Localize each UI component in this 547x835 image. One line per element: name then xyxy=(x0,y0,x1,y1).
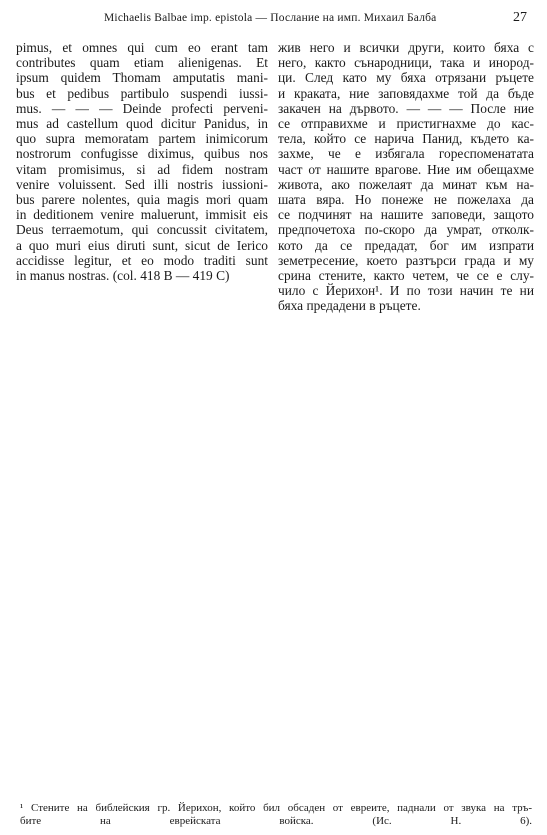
bulgarian-line: част от нашите врагове. Ние им обещахме xyxy=(278,161,534,177)
bulgarian-line: живота, ако пожелаят да минат към на- xyxy=(278,176,534,192)
footnote-line: ¹ Стените на библейския гр. Йерихон, който бил обсаден от евреите, паднали от звука на тръ- xyxy=(20,802,532,814)
latin-line: in manus nostras. (col. 418 B — 419 C) xyxy=(16,268,230,284)
latin-line: ipsum quidem Thomam amputatis mani- xyxy=(16,70,268,86)
latin-line: in deditionem venire maluerunt, immisit eis xyxy=(16,207,268,223)
bulgarian-line: се подчинят на нашите заповеди, защото xyxy=(278,207,534,223)
bulgarian-line: предпочетоха по-скоро да умрат, отколк- xyxy=(278,222,534,238)
bulgarian-column xyxy=(278,40,534,314)
footnote xyxy=(20,802,532,828)
latin-line: nostrorum confugisse diximus, quibus nos xyxy=(16,146,268,162)
latin-line: a quo muri eius diruti sunt, sicut de Ierico xyxy=(16,237,268,253)
latin-line: pimus, et omnes qui cum eo erant tam xyxy=(16,40,268,55)
bulgarian-line: закачен на дървото. — — — После ние xyxy=(278,100,534,116)
running-head: Michaelis Balbae imp. epistola — Послание на имп. Михаил Балба xyxy=(104,12,437,24)
bulgarian-line: бяха предадени в ръцете. xyxy=(278,298,421,314)
latin-line: accidisse legitur, et eo modo traditi sunt xyxy=(16,252,268,268)
page-number: 27 xyxy=(513,10,527,25)
bulgarian-line: земетресение, което разтърси града и му xyxy=(278,252,534,268)
bulgarian-line: тела, който се нарича Панид, където ка- xyxy=(278,131,534,147)
bulgarian-line: него, както сънародници, така и инород- xyxy=(278,55,534,71)
latin-line: quo supra memoratam partem inimicorum xyxy=(16,131,268,147)
latin-line: venire voluissent. Sed illi nostris iussioni- xyxy=(16,176,268,192)
page-header xyxy=(0,12,547,32)
bulgarian-line: се отправихме и пристигнахме до кас- xyxy=(278,116,534,132)
bulgarian-line: ци. След като му бяха отрязани ръцете xyxy=(278,70,534,86)
latin-line: mus ad castellum quod dicitur Panidus, in xyxy=(16,116,268,132)
bulgarian-line: жив него и всички други, които бяха с xyxy=(278,40,534,55)
latin-line: vitam promisimus, si ad fidem nostram xyxy=(16,161,268,177)
latin-column xyxy=(16,40,268,283)
latin-line: mus. — — — Deinde profecti perveni- xyxy=(16,100,268,116)
latin-line: bus parere nolentes, quia magis mori quam xyxy=(16,192,268,208)
latin-line: Deus terraemotum, qui concussit civitatem, xyxy=(16,222,268,238)
bulgarian-line: шата вяра. Но понеже не пожелаха да xyxy=(278,192,534,208)
latin-line: bus et pedibus partibulo suspendi iussi- xyxy=(16,85,268,101)
bulgarian-line: срина стените, както четем, че се е слу- xyxy=(278,268,534,284)
latin-line: contributes quam etiam alienigenas. Et xyxy=(16,55,268,71)
footnote-line: бите на еврейската войска. (Ис. Н. 6). xyxy=(20,815,532,827)
bulgarian-line: чило с Йерихон¹. И по този начин те ни xyxy=(278,283,534,299)
bulgarian-line: и краката, ние заповядахме той да бъде xyxy=(278,85,534,101)
bulgarian-line: кото да се предадат, бог им изпрати xyxy=(278,237,534,253)
bulgarian-line: захме, че е избягала гореспоменатата xyxy=(278,146,534,162)
